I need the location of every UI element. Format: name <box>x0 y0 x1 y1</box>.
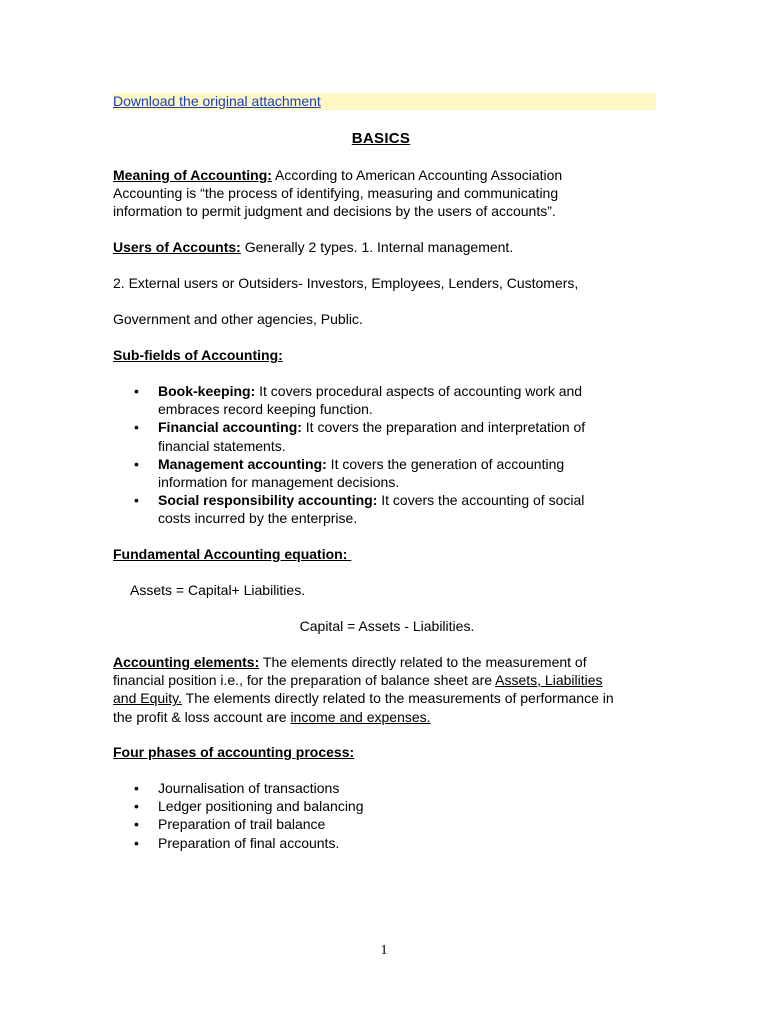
subfield-term: Social responsibility accounting: <box>158 492 378 509</box>
users-paragraph <box>113 238 658 256</box>
elements-underlined-1a: Assets, Liabilities <box>495 672 603 689</box>
meaning-heading: Meaning of Accounting: <box>113 167 272 183</box>
phases-heading-text: Four phases of accounting process: <box>113 744 355 760</box>
users-line-2: 2. External users or Outsiders- Investors, Employees, Lenders, Customers, <box>113 275 579 291</box>
list-item: • Preparation of trail balance <box>113 815 658 833</box>
elements-underlined-2: income and expenses. <box>290 708 431 725</box>
subfield-text-cont: costs incurred by the enterprise. <box>158 510 358 527</box>
subfield-text: It covers the preparation and interpretation of <box>301 419 586 436</box>
subfield-text: It covers procedural aspects of accounting work and <box>255 383 583 399</box>
meaning-text-3: information to permit judgment and decisions by the users of accounts”. <box>113 203 556 220</box>
equation-assets: Assets = Capital+ Liabilities. <box>130 582 306 598</box>
page-title: BASICS <box>351 130 411 147</box>
elements-text-3: The elements directly related to the measurements of performance in <box>182 690 614 707</box>
download-attachment-link[interactable]: Download the original attachment <box>113 93 321 109</box>
subfields-heading-text: Sub-fields of Accounting: <box>113 347 283 363</box>
users-line-3: Government and other agencies, Public. <box>113 311 363 327</box>
attachment-link-bar <box>113 93 656 110</box>
subfield-term: Management accounting: <box>158 455 327 472</box>
phases-heading <box>113 743 658 761</box>
elements-text-2: financial position i.e., for the preparation of balance sheet are <box>113 672 496 689</box>
equation-heading <box>113 545 658 563</box>
users-text: Generally 2 types. 1. Internal management. <box>240 239 514 255</box>
meaning-text-1: According to American Accounting Association <box>271 167 563 183</box>
list-item: • Preparation of final accounts. <box>113 834 658 852</box>
phases-list <box>113 779 658 852</box>
equation-heading-text: Fundamental Accounting equation: <box>113 546 352 562</box>
subfield-term: Book-keeping: <box>158 383 256 399</box>
list-item <box>113 418 658 454</box>
list-item: • Journalisation of transactions <box>113 779 658 797</box>
subfield-text: It covers the accounting of social <box>377 492 585 509</box>
list-item <box>113 491 658 527</box>
subfield-term: Financial accounting: <box>158 419 302 436</box>
list-item <box>113 455 658 491</box>
meaning-text-2: Accounting is “the process of identifying, measuring and communicating <box>113 185 559 202</box>
elements-text-1: The elements directly related to the measurement of <box>259 654 587 670</box>
subfield-text-cont: embraces record keeping function. <box>158 401 373 418</box>
subfield-text-cont: financial statements. <box>158 437 286 454</box>
elements-heading: Accounting elements: <box>113 654 260 670</box>
list-item <box>113 382 658 418</box>
users-heading: Users of Accounts: <box>113 239 241 255</box>
elements-text-4: the profit & loss account are <box>113 708 291 725</box>
elements-underlined-1b: and Equity. <box>113 690 183 707</box>
subfield-text-cont: information for management decisions. <box>158 474 400 491</box>
equation-capital: Capital = Assets - Liabilities. <box>299 618 475 634</box>
elements-paragraph <box>113 653 658 726</box>
subfields-heading <box>113 346 658 364</box>
meaning-paragraph <box>113 166 658 221</box>
subfield-text: It covers the generation of accounting <box>326 455 565 472</box>
subfields-list <box>113 382 658 528</box>
page-number: 1 <box>380 943 388 958</box>
list-item: • Ledger positioning and balancing <box>113 797 658 815</box>
